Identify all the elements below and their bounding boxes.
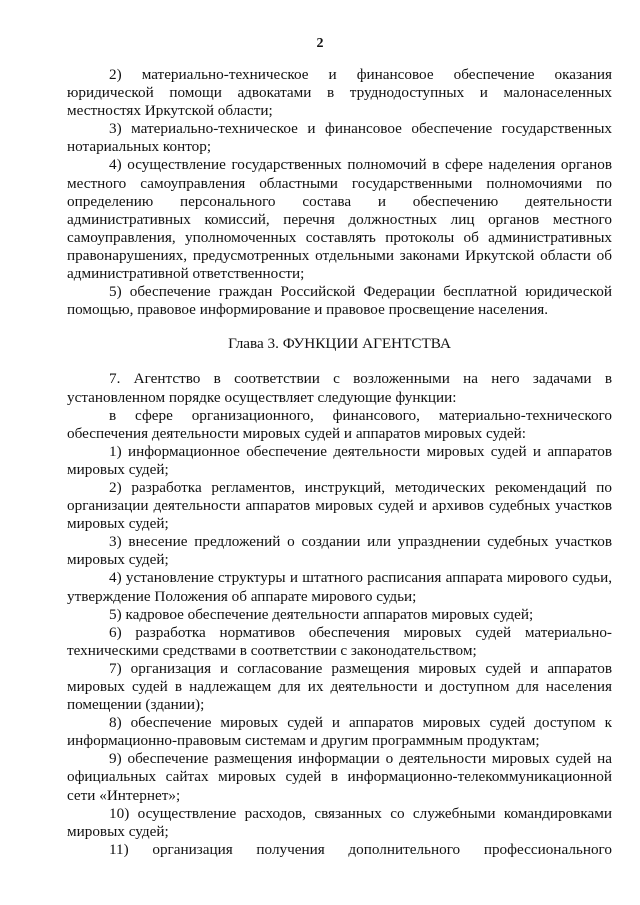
page-number: 2 <box>316 36 324 51</box>
paragraph: 5) кадровое обеспечение деятельности аппаратов мировых судей; <box>109 605 534 623</box>
paragraph: 5) обеспечение граждан Российской Федерации бесплатной юридической помощью, правовое информирование и правовое просвещение населения. <box>67 283 612 319</box>
paragraph: 1) информационное обеспечение деятельности мировых судей и аппаратов мировых судей; <box>67 442 612 478</box>
paragraph: 8) обеспечение мировых судей и аппаратов мировых судей доступом к информационно-правовым системам и другим программным продуктам; <box>67 714 612 750</box>
paragraph: 3) внесение предложений о создании или упразднении судебных участков мировых судей; <box>67 533 612 569</box>
paragraph: 4) установление структуры и штатного расписания аппарата мирового судьи, утверждение Положения об аппарате мирового судьи; <box>67 569 612 605</box>
paragraph: 6) разработка нормативов обеспечения мировых судей материально-техническими средствами в соответствии с законодательством; <box>67 623 612 659</box>
chapter-heading: Глава 3. ФУНКЦИИ АГЕНТСТВА <box>228 335 451 353</box>
paragraph: 2) разработка регламентов, инструкций, методических рекомендаций по организации деятельности аппаратов мировых судей и архивов судебных участков мировых судей; <box>67 478 612 533</box>
paragraph: 7) организация и согласование размещения мировых судей и аппаратов мировых судей в надлежащем для их деятельности и доступном для населения помещении (здании); <box>67 659 612 714</box>
paragraph: 7. Агентство в соответствии с возложенными на него задачами в установленном порядке осуществляет следующие функции: <box>67 370 612 406</box>
paragraph: в сфере организационного, финансового, материально-технического обеспечения деятельности мировых судей и аппаратов мировых судей: <box>67 406 612 442</box>
paragraph: 9) обеспечение размещения информации о деятельности мировых судей на официальных сайтах мировых судей в информационно-телекоммуникационной сети «Интернет»; <box>67 750 612 804</box>
paragraph: 3) материально-техническое и финансовое обеспечение государственных нотариальных контор; <box>67 120 612 156</box>
paragraph: 4) осуществление государственных полномочий в сфере наделения органов местного самоуправления областными государственными полномочиями по определению персонального состава и обеспечению деятельности административных комиссий, перечня должностных лиц органов местного самоуправления, уполномоченных составлять протоколы об административных правонарушениях, предусмотренных отдельными законами Иркутской области об административной ответственности; <box>67 156 612 283</box>
document-body <box>67 66 612 859</box>
paragraph: 2) материально-техническое и финансовое обеспечение оказания юридической помощи адвокатами в труднодоступных и малонаселенных местностях Иркутской области; <box>67 66 612 120</box>
paragraph-continued: 11) организация получения дополнительного профессионального <box>109 840 612 858</box>
paragraph: 10) осуществление расходов, связанных со служебными командировками мировых судей; <box>67 804 612 840</box>
